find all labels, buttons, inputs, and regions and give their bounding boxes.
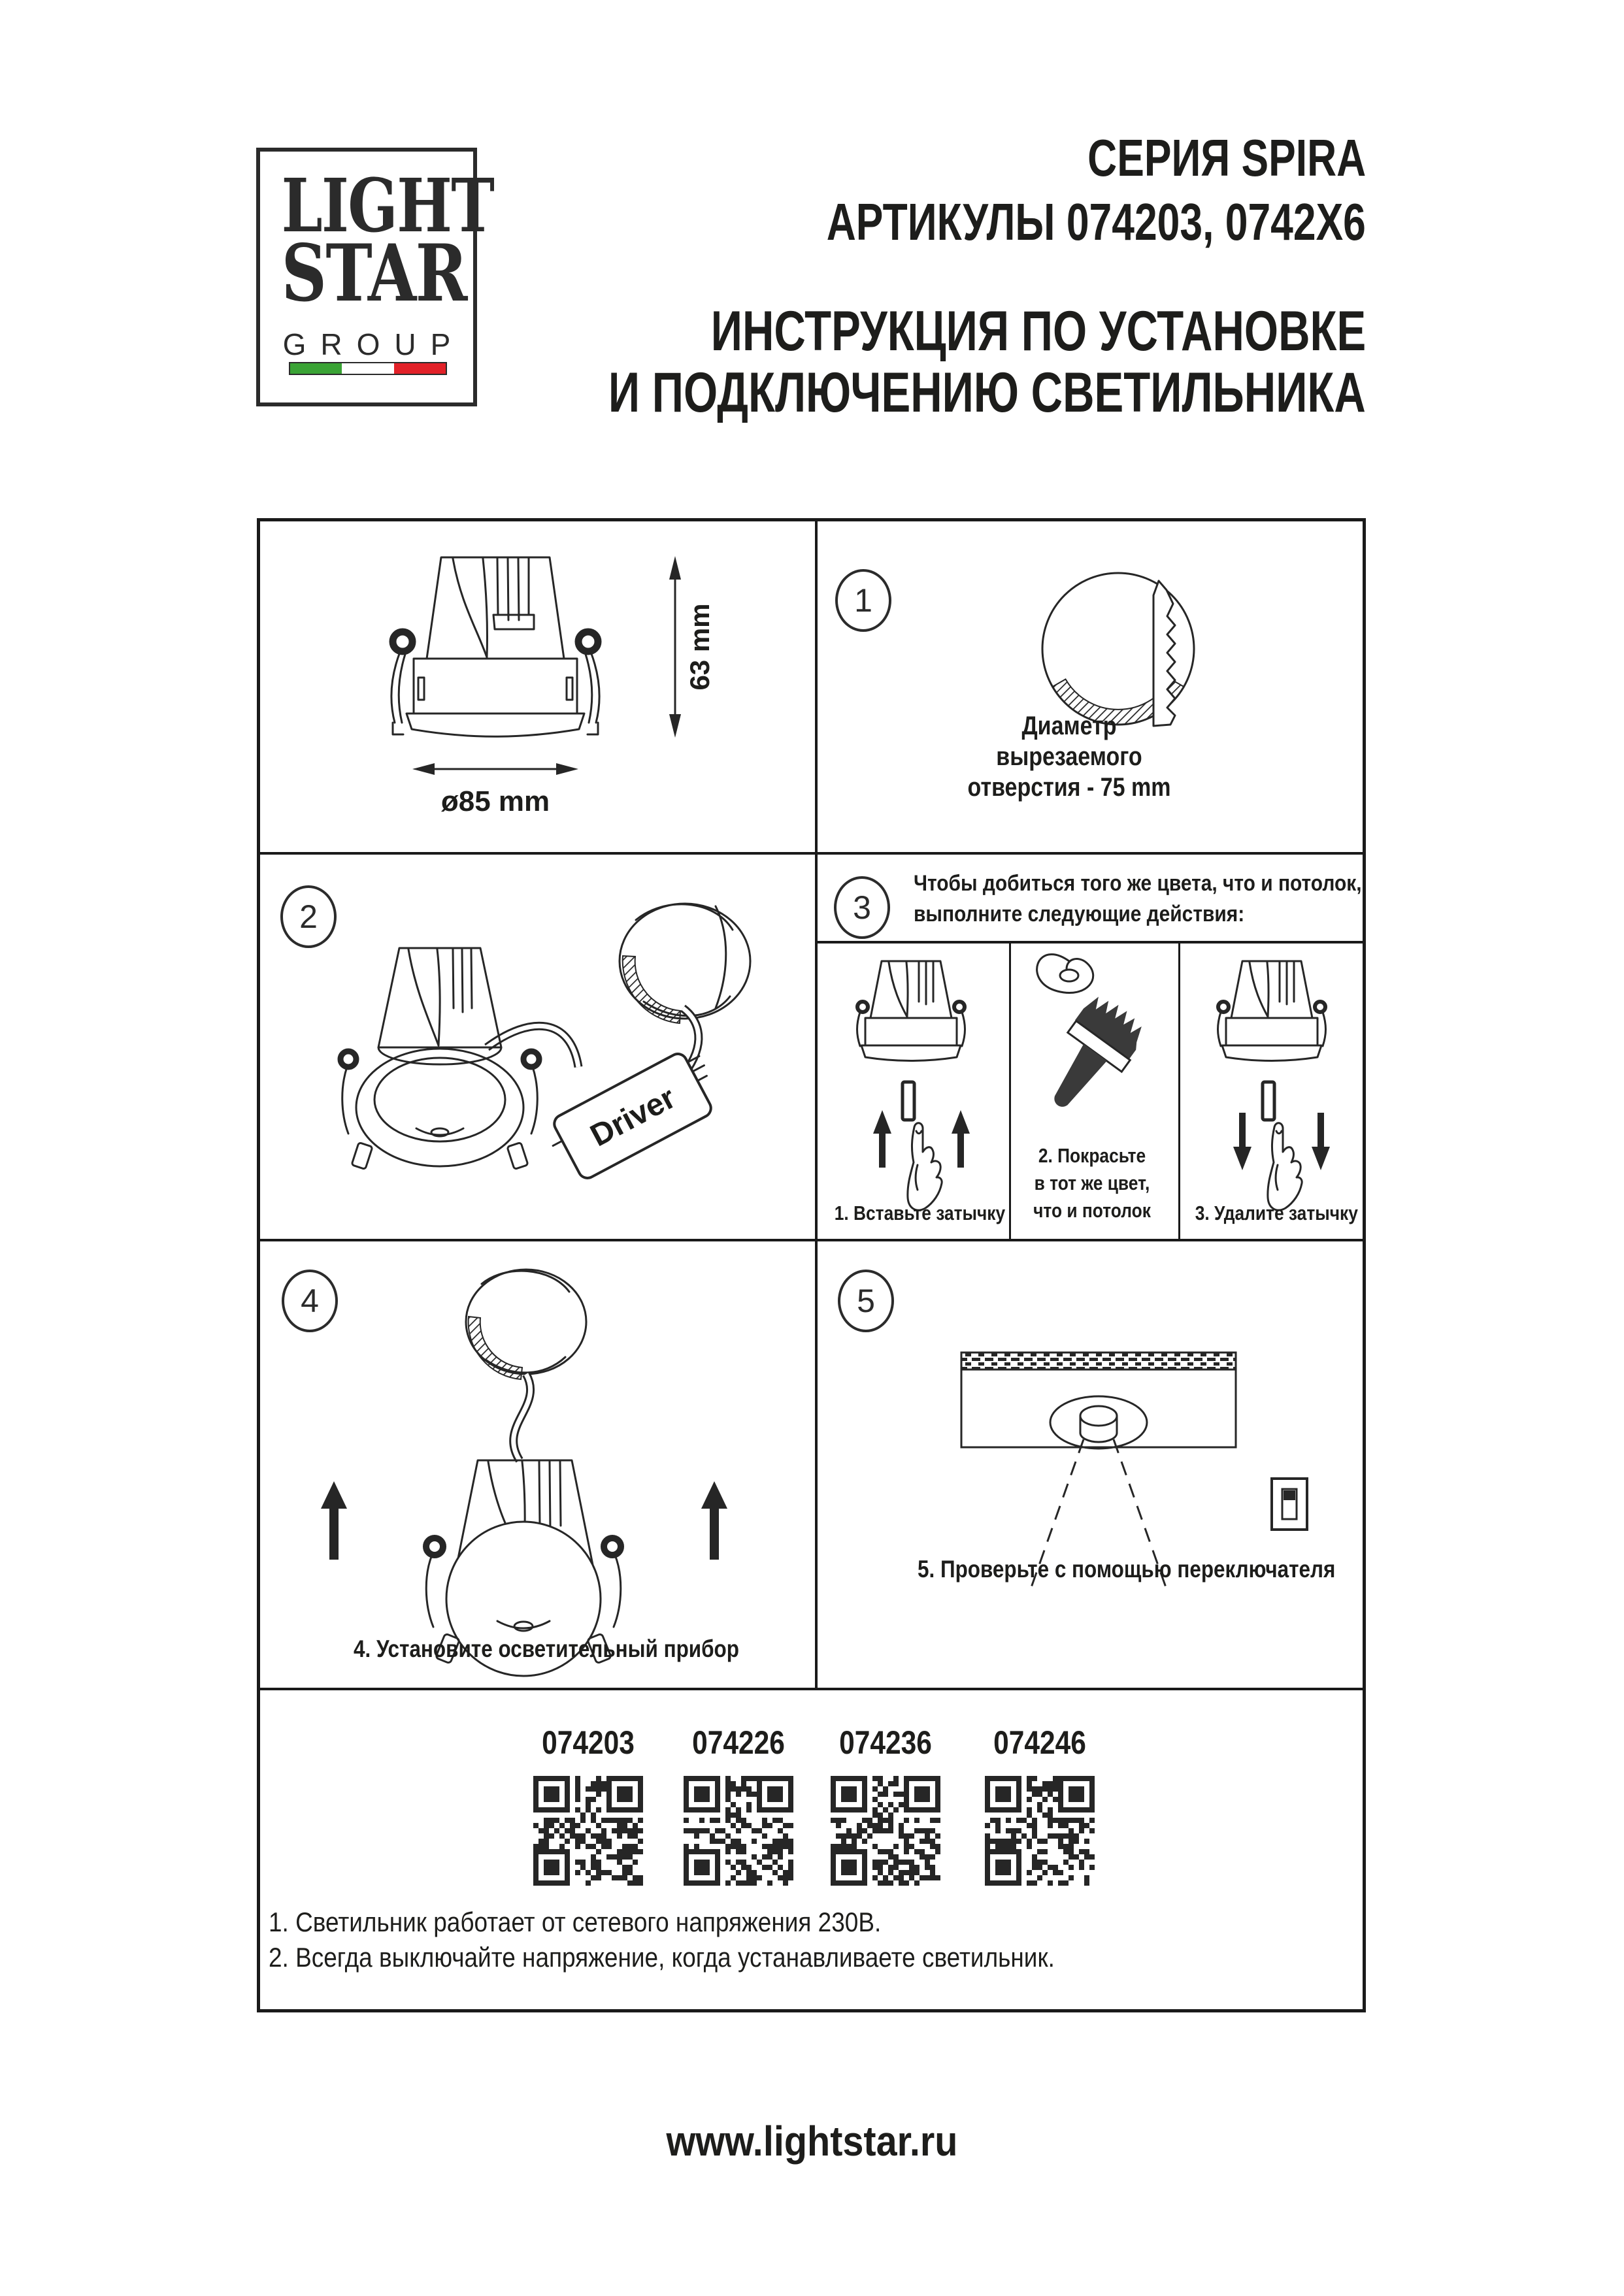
paintbrush: [1029, 989, 1152, 1124]
step-5-number: 5: [857, 1283, 875, 1319]
driver-assembly-drawing: [257, 851, 814, 1238]
qr-article-code: 074236: [839, 1724, 932, 1761]
step-1-caption-line1: Диаметр: [1021, 712, 1117, 740]
panel-step-1: [814, 518, 1366, 851]
step-1-caption-line2: вырезаемого: [996, 742, 1142, 771]
step-4-caption: 4. Установите осветительный прибор: [354, 1635, 739, 1662]
qr-block-3: [831, 1724, 940, 1886]
logo-word-star: STAR: [281, 227, 467, 320]
ceiling-hatch-strip: [961, 1353, 1236, 1369]
qr-article-code: 074226: [692, 1724, 785, 1761]
step-3-sub2-caption-line3: что и потолок: [1033, 1199, 1151, 1222]
italian-flag-stripe: [289, 362, 447, 375]
qr-block-1: [533, 1724, 643, 1886]
step-3-sub2-caption-line1: 2. Покрасьте: [1038, 1144, 1146, 1167]
panel-step-3: [814, 851, 1366, 1238]
panel-step-5: [814, 1238, 1366, 1687]
doc-title-line2: И ПОДКЛЮЧЕНИЮ СВЕТИЛЬНИКА: [608, 361, 1366, 424]
qr-article-code: 074203: [542, 1724, 635, 1761]
step-2-number: 2: [299, 898, 318, 935]
step-5-caption: 5. Проверьте с помощью переключателя: [918, 1556, 1336, 1583]
fixture-dimension-drawing: [257, 518, 814, 851]
install-fixture-drawing: [257, 1238, 814, 1687]
website-url: www.lightstar.ru: [666, 2118, 958, 2165]
qr-code-image: [533, 1776, 643, 1886]
panel-dimensions: [257, 518, 814, 851]
flag-green: [290, 363, 342, 374]
step-3-sub2-caption-line2: в тот же цвет,: [1034, 1172, 1150, 1194]
qr-code-image: [684, 1776, 793, 1886]
doc-title-line1: ИНСТРУКЦИЯ ПО УСТАНОВКЕ: [710, 300, 1366, 363]
series-title: СЕРИЯ SPIRA: [1087, 129, 1366, 187]
panel-step-2: [257, 851, 814, 1238]
logo-word-group: GROUP: [282, 327, 465, 361]
step-1-caption-line3: отверстия - 75 mm: [967, 773, 1171, 802]
step-3-sub1-caption: 1. Вставьте затычку: [834, 1202, 1006, 1224]
flag-red: [394, 363, 446, 374]
qr-block-2: [684, 1724, 793, 1886]
qr-code-image: [831, 1776, 940, 1886]
ceiling-test-drawing: [814, 1238, 1366, 1687]
panel-step-4: [257, 1238, 814, 1687]
step-3-header-line1: Чтобы добиться того же цвета, что и потолок,: [914, 871, 1362, 896]
panel-articles-qr: [257, 1687, 1366, 2012]
articles-line: АРТИКУЛЫ 074203, 0742X6: [826, 193, 1366, 251]
driver-box: [542, 1045, 725, 1187]
note-line-2: 2. Всегда выключайте напряжение, когда устанавливаете светильник.: [269, 1942, 1055, 1973]
lightstar-logo: [256, 148, 494, 406]
qr-block-4: [985, 1724, 1095, 1886]
height-dimension-label: 63 mm: [684, 603, 715, 691]
diameter-dimension-label: ø85 mm: [440, 785, 550, 817]
saw-blade: [1153, 581, 1175, 726]
step-3-header-line2: выполните следующие действия:: [914, 902, 1245, 927]
qr-code-image: [985, 1776, 1095, 1886]
logo-word-light: LIGHT: [281, 163, 494, 249]
flag-white: [342, 363, 393, 374]
step-1-number: 1: [854, 582, 872, 619]
wall-switch-icon: [1272, 1479, 1307, 1530]
step-3-number: 3: [853, 889, 871, 926]
note-line-1: 1. Светильник работает от сетевого напряжения 230В.: [269, 1907, 882, 1937]
step-3-sub3-caption: 3. Удалите затычку: [1195, 1202, 1358, 1224]
driver-label: Driver: [585, 1080, 682, 1154]
qr-article-code: 074246: [993, 1724, 1086, 1761]
step-4-number: 4: [301, 1283, 319, 1319]
